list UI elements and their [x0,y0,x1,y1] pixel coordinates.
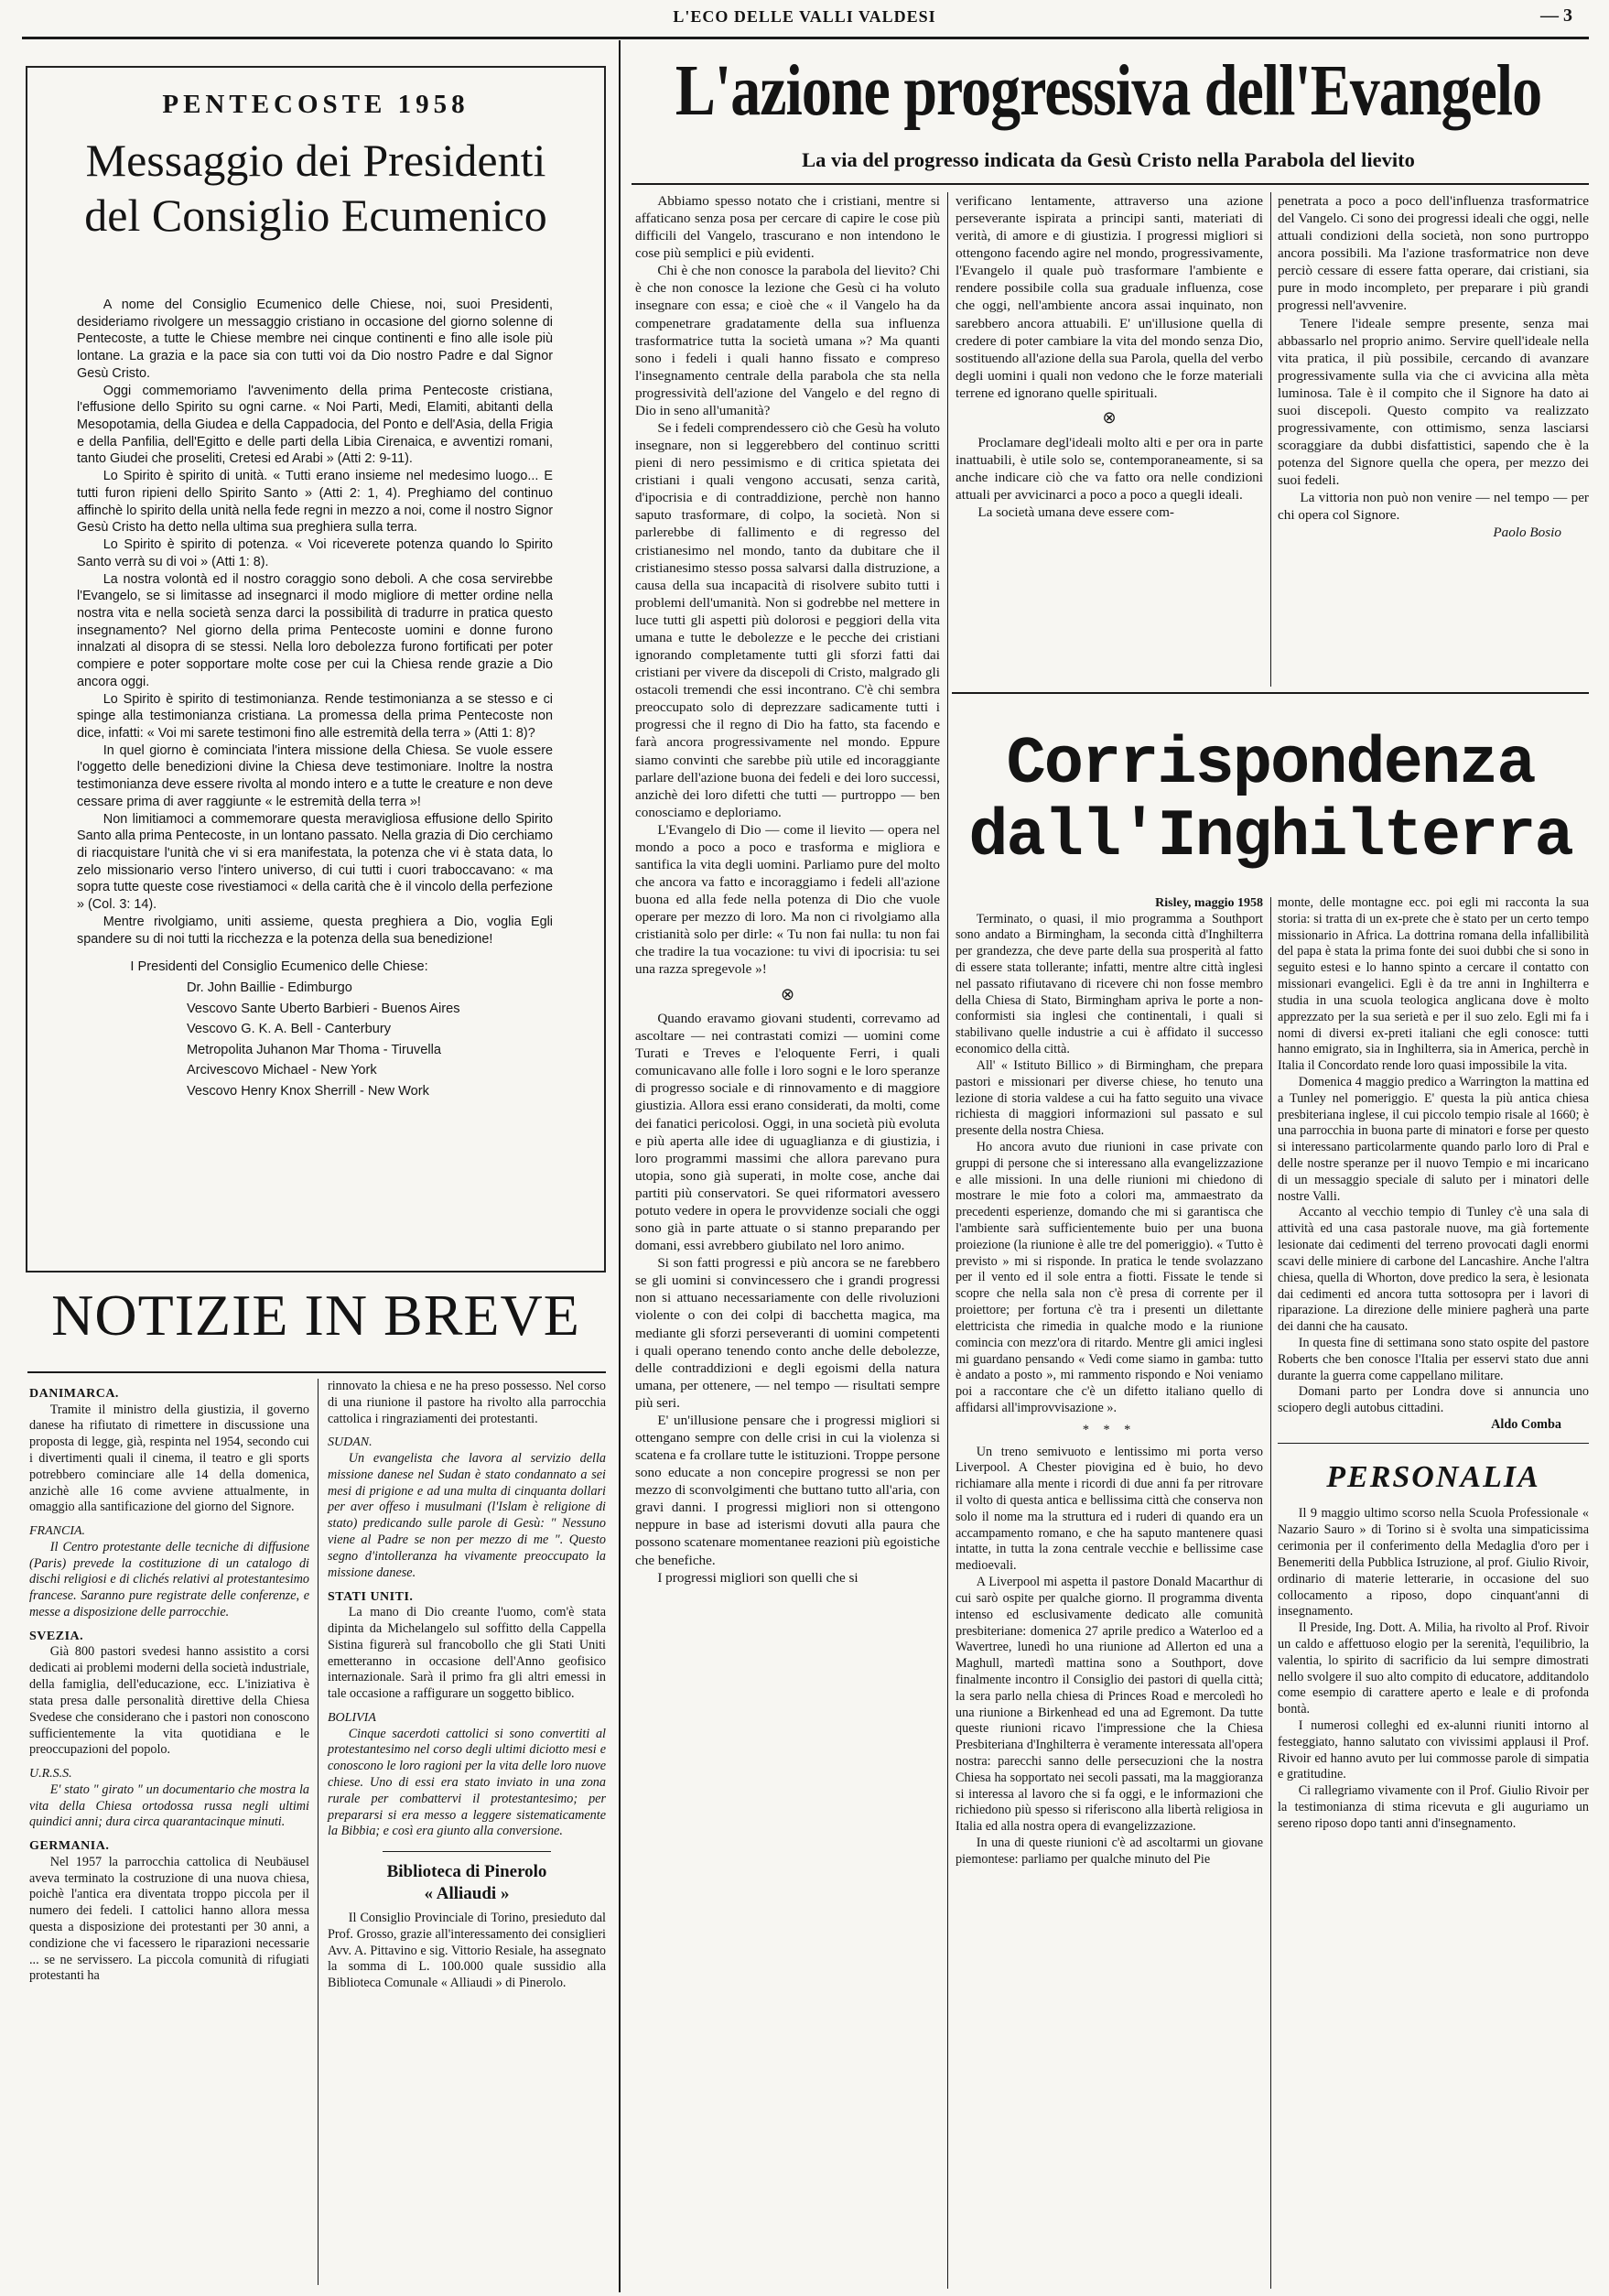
biblio-subtitle: « Alliaudi » [424,1884,510,1904]
news-head: FRANCIA. [29,1524,86,1539]
signatory: Vescovo Sante Uberto Barbieri - Buenos Aires [187,1001,460,1016]
pentecost-body [77,297,553,1102]
evangelo-author: Paolo Bosio [1493,525,1561,541]
pentecost-box [26,66,606,1273]
section-rule [952,692,1589,694]
news-head: U.R.S.S. [29,1767,72,1782]
pentecost-title-line2: del Consiglio Ecumenico [84,190,547,241]
masthead-rule [22,37,1589,39]
signatory: Metropolita Juhanon Mar Thoma - Tiruvella [187,1042,441,1057]
pentecost-paragraph: Mentre rivolgiamo, uniti assieme, questa preghiera a Dio, voglia Egli spandere su di noi tutti la ricchezza e la potenza della sua benedizione! [77,914,553,947]
evangelo-paragraph: verificano lentamente, attraverso una azione perseverante ispirata a principi santi, materiati di verità, di amore e di giustizia. I progressi migliori si ottengono facendo agire nel mondo, progressivamente, l'Evangelo il quale può trasformare l'ambiente e rendere possibile colla sua graduale influenza, cose che oggi, nell'ambiente ancora assai inquinato, non sarebbero ancora attuabili. E' un'illusione quella di credere di poter cambiare la vita del mondo senza Dio, sostituendo all'azione della sua Parola, quella del verbo degli uomini i quali non vedono che le forze materiali terrene ed ignorano quelle spirituali. [956,193,1263,401]
news-head: SVEZIA. [29,1629,84,1643]
notizie-title: NOTIZIE IN BREVE [51,1283,580,1348]
news-item: Cinque sacerdoti cattolici si sono convertiti al protestantesimo nel corso degli ultimi diciotto mesi e conoscono le loro ragioni per la vita delle loro nuove chiese. Uno di essi era stato inviato in una zona rurale per combattervi il protestantesimo; per prepararsi si era messo a leggere sistematicamente la Bibbia; e così era giunto alla conversione. [328,1726,606,1839]
evangelo-paragraph: Tenere l'ideale sempre presente, senza mai abbassarlo nel proprio animo. Servire quell'ideale nella vita pratica, il più possibile, cercando di avanzare progressivamente sulla via che ci avvicina alla mèta luminosa. Tale è il compito che il Signore ha dato ai suoi discepoli. Questo compito va realizzato progressivamente, con ottimismo, senza lasciarsi scoraggiare da dubbi disfattistici, sapendo che è la potenza del Signore quella che opera, per mezzo dei suoi fedeli. [1278,315,1589,489]
notizie-left-column [29,1379,309,1985]
evangelo-column-3 [1278,192,1589,542]
pentecost-paragraph: Oggi commemoriamo l'avvenimento della prima Pentecoste cristiana, l'effusione dello Spirito su ogni carne. « Noi Parti, Medi, Elamiti, abitanti della Mesopotamia, della Giudea e della Cappadocia, del Ponto e dell'Asia, della Frigia e della Panfilia, dell'Egitto e delle parti della Libia Cirenaica, e avventizi romani, tanto Giudei che proseliti, Cretesi ed Arabi » (Atti 2: 9-11). [77,383,553,467]
evangelo-paragraph: Quando eravamo giovani studenti, correvamo ad ascoltare — nei contrastati comizi — uomini come Turati e Treves e l'eloquente Ferri, i quali comunicavano alle folle i loro sogni e le loro speranze di progresso sociale e di rinnovamento e di maggiore giustizia. Allora essi erano considerati, da molti, come dei fanatici pericolosi. Oggi, in una società più evoluta e più aperta alle idee di uguaglianza e di giustizia, i loro programmi massimi che allora parevano pura utopia, sono già superati, in molte cose, anche dai partiti più conservatori. Se quei riformatori avessero potuto vedere in opera le provvidenze sociali che oggi sono già in parte attuate o si stanno preparando per domani, essi avrebbero giubilato nel loro animo. [635,1011,940,1254]
subtitle-rule [632,183,1589,185]
evangelo-paragraph: Se i fedeli comprendessero ciò che Gesù ha voluto insegnare, non si leggerebbero del continuo scritti pieni di nero pessimismo e di critica spietata dei cristiani i quali vengono accusati, senza carità, d'ipocrisia e di contraddizione, perchè non hanno saputo trasformare, di colpo, la società. Non si parlerebbe di fallimento e di regresso del cristianesimo nel mondo, tanto da dubitare che il cristianesimo stesso possa salvarsi dalla distruzione, a causa della sua incapacità di risolvere subito tutti i problemi dell'umanità. Non si godrebbe nel mettere in luce tutti gli aspetti più dolorosi e peggiori della vita umana e tutte le debolezze e le pecche dei cristiani ignorando completamente tutti gli sforzi fatti dai cristiani per vivere da discepoli di Cristo, malgrado gli ostacoli tremendi che essi incontrano. C'è chi sembra preoccupato solo di deprezzare sadicamente tutti i progressi che il regno di Dio ha fatto, sta facendo e farà ancora progressivamente nel mondo. Eppure siamo convinti che sarebbe più utile ed incoraggiante parlare dell'azione buona dei fedeli e dei loro successi, anzichè dei loro difetti che tutti — purtroppo — ben conosciamo e deploriamo. [635,420,940,820]
inghilterra-title-line2: dall'Inghilterra [968,799,1572,875]
evangelo-subtitle: La via del progresso indicata da Gesù Cristo nella Parabola del lievito [802,148,1415,171]
column-rule [1270,192,1271,687]
page-column-rule [619,40,621,2292]
page-number: — 3 [1540,5,1572,26]
pentecost-paragraph: La nostra volontà ed il nostro coraggio sono deboli. A che cosa servirebbe l'Evangelo, se si limitasse ad insegnarci il modo migliore di metter ordine nella nostra vita e nella società senza darci la possibilità di tradurre in pratica questo insegnamento? Nel giorno della prima Pentecoste uomini e donne furono innalzati al disopra di se stessi. Nella loro debolezza furono fortificati per poter compiere e poter sopportare molte cose per cui la Chiesa rende grazie a Dio ancora oggi. [77,571,553,689]
news-head: BOLIVIA [328,1710,376,1725]
news-item: Tramite il ministro della giustizia, il governo danese ha rifiutato di rimettere in discussione una proposta di legge, già, respinta nel 1954, secondo cui i divertimenti quali il cinema, il teatro e gli sports potrebbero cominciare alle 14 della domenica, anzichè alle 16 come avviene attualmente, in omaggio alla santificazione del giorno del Signore. [29,1402,309,1515]
pentecost-title [27,133,604,243]
ornament-icon: ⊗ [1102,407,1117,427]
evangelo-paragraph: Abbiamo spesso notato che i cristiani, mentre si affaticano senza posa per cercare di capire le cose più difficili del Vangelo, trascurano e non intendono le cose più semplici e più evidenti. [635,193,940,262]
inghilterra-paragraph: In questa fine di settimana sono stato ospite del pastore Roberts che ben conosce l'Italia per esservi stato due anni durante la guerra come cappellano militare. [1278,1335,1589,1383]
news-item: Un evangelista che lavora al servizio della missione danese nel Sudan è stato condannato a sei mesi di prigione e ad una multa di cinquanta dollari per aver offeso i musulmani (l'Islam è religione di stato) predicando sulle parole di Gesù: " Nessuno viene al Padre se non per mezzo di me ". Questo segno d'intolleranza ha vivamente preoccupato la missione danese. [328,1451,606,1580]
pentecost-title-line1: Messaggio dei Presidenti [85,135,546,186]
signatory-list [187,978,553,1102]
evangelo-paragraph: La società umana deve essere com- [977,504,1174,520]
pentecost-signoff: I Presidenti del Consiglio Ecumenico delle Chiese: [130,959,428,975]
divider [1278,1443,1589,1444]
inghilterra-paragraph: Accanto al vecchio tempio di Tunley c'è una sala di attività ed una casa pastorale nuove, ma già fortemente lesionate dai cedimenti del terreno provocati dagli enormi scavi delle miniere di carbone del Lancashire. Anche l'altra chiesa, quella di Whorton, dove predico la sera, è lesionata dai cedimenti ed ancora tutta sottosopra per i lavori di riparazione. La direzione delle miniere pagherà una parte dei danni che ha causato. [1278,1205,1589,1335]
notizie-right-column [328,1379,606,1992]
pentecost-paragraph: In quel giorno è cominciata l'intera missione della Chiesa. Se vuole essere l'oggetto delle benedizioni divine la Chiesa deve testimoniare. Inoltre la nostra testimonianza deve essere rivolta al mondo intero e a tutte le creature e non deve cessare prima di aver raggiunte « le estremità della terra »! [77,742,553,809]
inghilterra-paragraph: A Liverpool mi aspetta il pastore Donald Macarthur di cui sarò ospite per qualche giorno. Il programma diventa intenso ed esclusivamente dedicato alle comunità presbiteriane: domenica 27 aprile predico a Waterloo ed a Wavertree, lunedì ho una riunione ad Allerton ed una a Maghull, martedì mattina sono a Southport, dove finalmente incontro il Consiglio dei pastori di quella città; la sera parlo nella chiesa di Princes Road e mercoledì ho una riunione a Birkenhead ed una ad Egremont. Da tutte queste riunioni ricavo l'impressione che la Chiesa Presbiteriana d'Inghilterra è veramente interessata all'opera nostra: parecchi sanno delle persecuzioni che la nostra Chiesa ha sopportato nei secoli passati, ma la maggioranza si interessa al lavoro che si fa oggi, e le informazioni che richiedono più spesso si riferiscono alla libertà religiosa in Italia ed alla nostra opera di evangelizzazione. [956,1575,1263,1835]
inghilterra-title [952,729,1589,873]
news-item: rinnovato la chiesa e ne ha preso possesso. Nel corso di una riunione il pastore ha rivolto alla parrocchia cattolica i ringraziamenti dei protestanti. [328,1379,606,1426]
signatory: Dr. John Baillie - Edimburgo [187,980,352,995]
inghilterra-paragraph: monte, delle montagne ecc. poi egli mi racconta la sua storia: si tratta di un ex-prete che è stato per un certo tempo missionario in Africa. La dottrina romana della infallibilità del papa è stata la prima fonte dei suoi dubbi che si sono in seguito estesi e lo hanno spinto a cercare il contatto con missionari evangelici. Egli è da tre anni in Inghilterra e studia in una scuola teologica anglicana dove è molto apprezzato per la sua serietà e per il suo zelo. Egli mi fa i nomi di diversi ex-preti italiani che egli conosce: tutti hanno emigrato, sia in Inghilterra, sia in America, perchè in Italia il Concordato rende loro quasi impossibile la vita. [1278,895,1589,1074]
notizie-rule [27,1371,606,1373]
pentecost-paragraph: Non limitiamoci a commemorare questa meravigliosa effusione dello Spirito Santo alla prima Pentecoste, in un lontano passato. Nella grazia di Dio cerchiamo di riacquistare l'unità che vi si era manifestata, la potenza che vi è stata data, lo zelo missionario verso l'intero universo, di cui tutti i cuori traboccavano: « ma sopra tutte queste cose rivestiamoci « della carità che è il vincolo della perfezione » (Col. 3: 14). [77,811,553,913]
news-head: GERMANIA. [29,1839,110,1854]
inghilterra-paragraph: Domani parto per Londra dove si annuncia uno sciopero degli autobus cittadini. [1278,1384,1589,1416]
pentecost-paragraph: Lo Spirito è spirito di unità. « Tutti erano insieme nel medesimo luogo... E tutti furon ripieni dello Spirito Santo » (Atti 2: 1, 4). Preghiamo del continuo affinchè lo spirito della unità nella fede regni in mezzo a noi, come il nostro Signor Gesù Cristo ha detto nella ultima sua preghiera sulla terra. [77,469,553,536]
personalia-paragraph: Ci rallegriamo vivamente con il Prof. Giulio Rivoir per la testimonianza di stima ricevuta e gli auguriamo un sereno riposo dopo tanti anni d'insegnamento. [1278,1783,1589,1831]
pentecost-paragraph: Lo Spirito è spirito di testimonianza. Rende testimonianza a se stesso e ci spinge alla testimonianza cristiana. La promessa della prima Pentecoste non dice, infatti: « Voi mi sarete testimoni fino alle estremità della terra » (Atti 1: 8)? [77,691,553,741]
evangelo-paragraph: I progressi migliori son quelli che si [657,1569,858,1586]
news-head: DANIMARCA. [29,1387,119,1401]
signatory: Vescovo Henry Knox Sherrill - New Work [187,1083,429,1099]
evangelo-paragraph: penetrata a poco a poco dell'influenza trasformatrice del Vangelo. Ci sono dei progressi ideali che oggi, nelle attuali condizioni della società, non sono purtroppo ancora possibili. Ma l'azione trasformatrice non deve perciò cessare di essere fatta operare, dai cristiani, sia pure in modo incompleto, per preparare i più grandi progressi nell'avvenire. [1278,193,1589,314]
inghilterra-paragraph: In una di queste riunioni c'è ad ascoltarmi un giovane piemontese: parliamo per qualche minuto del Pie [956,1836,1263,1867]
inghilterra-paragraph: Ho ancora avuto due riunioni in case private con gruppi di persone che si interessano alla evangelizzazione e alle missioni. In una delle riunioni mi chiedono di mostrare le mie foto a colori ma, ammaestrato da precedenti esperienze, domando che mi si garantisca che l'ambiente sarà sufficientemente buio per una buona proiezione (la riunione è alle tre del pomeriggio). « Tutto è previsto » mi si risponde. In pratica le tende svolazzano per il vento ed il sole entra a fiotti. Fissate le tende si scopre che nella sala non c'è presa di corrente per il proiettore; per fortuna c'è tra i presenti un dilettante elettricista che rimedia in qualche modo e la riunione comincia con mezz'ora di ritardo. Mentre gli amici inglesi mi guardano pensando « Vedi come siamo in gamba: tutto è andato a posto », mi rammento rispondo e Noi veniamo poi a raccontare che c'è un difetto italiano quello di affidarsi all'improvvisazione ». [956,1139,1263,1415]
column-rule [1270,897,1271,2289]
personalia-paragraph: Il 9 maggio ultimo scorso nella Scuola Professionale « Nazario Sauro » di Torino si è svolta una simpaticissima cerimonia per il conferimento della Medaglia d'oro per i Benemeriti della Pubblica Istruzione, al prof. Giulio Rivoir, ordinario di materie letterarie, in occasione del suo collocamento a riposo, dopo cinquant'anni di insegnamento. [1278,1506,1589,1619]
pentecost-paragraph: Lo Spirito è spirito di potenza. « Voi riceverete potenza quando lo Spirito Santo verrà su di voi » (Atti 1: 8). [77,537,553,569]
news-item: Nel 1957 la parrocchia cattolica di Neubäusel aveva terminato la costruzione di una nuova chiesa, poichè l'antica era diventata troppo piccola per il numero dei fedeli. I cattolici hanno allora messa questa a disposizione dei protestanti per 30 anni, a condizione che vi facessero le riparazioni necessarie ... se ne servissero. La piccola comunità di rifugiati protestanti ha [29,1854,309,1984]
masthead [0,5,1609,38]
inghilterra-author: Aldo Comba [1491,1417,1561,1432]
news-item: Già 800 pastori svedesi hanno assistito a corsi dedicati ai problemi moderni della società industriale, della famiglia, dell'educazione, ecc. L'iniziativa è stata presa dalle personalità direttive della Chiesa Svedese che considerano che i pastori non conoscono sufficientemente la vita quotidiana e le preoccupazioni del popolo. [29,1644,309,1758]
inghilterra-column-1 [956,895,1263,1868]
evangelo-title: L'azione progressiva dell'Evangelo [675,50,1542,132]
divider [383,1851,551,1852]
news-item: Il Centro protestante delle tecniche di diffusione (Paris) prevede la costituzione di un catalogo di dischi religiosi e di clichés relativi al protestantesimo francese. Saranno pure registrate delle conferenze, e messe a disposizione delle parrocchie. [29,1539,309,1620]
evangelo-paragraph: Proclamare degl'ideali molto alti e per ora in parte inattuabili, è utile solo se, contemporaneamente, si sa anche indicare ciò che va fatto ora nelle condizioni attuali per avvicinarci a poco a poco a quegli ideali. [956,434,1263,503]
inghilterra-column-2 [1278,895,1589,1833]
pentecost-paragraph: A nome del Consiglio Ecumenico delle Chiese, noi, suoi Presidenti, desideriamo rivolgere un messaggio cristiano in occasione del giorno solenne di Pentecoste, a tutte le Chiese membre nei cinque continenti e fino alle isole più lontane. La grazia e la pace sia con tutti voi da Dio nostro Padre e dal Signor Gesù Cristo. [77,298,553,381]
news-head: SUDAN. [328,1435,373,1450]
news-head: STATI UNITI. [328,1589,414,1604]
inghilterra-paragraph: All' « Istituto Billico » di Birmingham, che prepara pastori e missionari per diverse chiese, ho tenuto una lezione di storia valdese a cui ha fatto seguito una vivace richiesta di maggiori informazioni sul passato e sul presente della nostra Chiesa. [956,1057,1263,1139]
column-rule [947,192,948,2289]
section-break: * * * [1082,1422,1137,1437]
inghilterra-paragraph: Domenica 4 maggio predico a Warrington la mattina ed a Tunley nel pomeriggio. E' questa la più antica chiesa presbiteriana inglese, il cui piccolo tempio risale al 1660; è una parrocchia in buona parte di minatori e forse per questo si interessano particolarmente quando parlo loro di Pral e delle nostre speranze per il nuovo Tempio e mi incaricano di un messaggio speciale di saluto per i minatori delle nostre Valli. [1278,1074,1589,1204]
inghilterra-paragraph: Terminato, o quasi, il mio programma a Southport sono andato a Birmingham, la seconda città d'Inghilterra per grandezza, che deve parte della sua prosperità al fatto di essere stata tollerante; infatti, mentre altre città inglesi nel passato rifiutavano di ricevere chi non fosse membro della Chiesa di Stato, Birmingham apriva le porte a non-conformisti sia inglesi che continentali, i quali si stabilivano quelle industrie a cui è affidato il successo economico della città. [956,911,1263,1057]
pentecost-kicker: PENTECOSTE 1958 [162,90,470,119]
biblio-text: Il Consiglio Provinciale di Torino, presieduto dal Prof. Grosso, grazie all'interessamento dei consiglieri Avv. A. Pittavino e sig. Vittorio Resiale, ha assegnato la somma di L. 100.000 quale sussidio alla Biblioteca Comunale « Alliaudi » di Pinerolo. [328,1910,606,1991]
evangelo-paragraph: L'Evangelo di Dio — come il lievito — opera nel mondo a poco a poco e trasforma e migliora e santifica la vita degli uomini. Parliamo pure del molto che ancora va fatto e incoraggiamo i fedeli all'azione buona ed alla fede nella potenza di Dio che vuole operare per mezzo di loro. Ma non ci rivolgiamo alla cristianità solo per dirle: « Tu non fai nulla: tu non fai che tradire la tua vocazione: tu vivi di ipocrisia: tu sei una razza spregevole »! [635,821,940,978]
dateline: Risley, maggio 1958 [1155,896,1263,910]
evangelo-paragraph: Chi è che non conosce la parabola del lievito? Chi è che non conosce la lezione che Gesù ci ha voluto insegnare con essa; e cioè che « il Vangelo ha da compenetrare gradatamente della sua influenza trasformatrice tutta la società umana »? Ma quanti sono i fedeli i quali hanno fissato e compreso l'insegnamento centrale della parabola che sta nella progressività dell'azione del Vangelo e del regno di Dio in seno all'umanità? [635,263,940,418]
ornament-icon: ⊗ [780,984,795,1003]
evangelo-paragraph: E' un'illusione pensare che i progressi migliori si ottengano sempre con delle crisi in cui la violenza si scatena e fa crollare tutte le istituzioni. Troppe persone sono educate a non concepire progressi se non per mezzo di sconvolgimenti che buttano tutto all'aria, con gravi danni. I progressi migliori non si ottengono neppure in base ad isterismi dovuti alla paura che possono scatenare momentanee reazioni più egoistiche che benefiche. [635,1412,940,1568]
signatory: Arcivescovo Michael - New York [187,1063,377,1078]
biblio-title: Biblioteca di Pinerolo [386,1862,547,1882]
news-item: La mano di Dio creante l'uomo, com'è stata dipinta da Michelangelo sul soffitto della Cappella Sistina figurerà sul francobollo che gli Stati Uniti emetteranno in occasione dell'Anno geofisico internazionale. Sarà il primo fra gli altri emessi in tale occasione a raffigurare un soggetto biblico. [328,1605,606,1702]
personalia-paragraph: Il Preside, Ing. Dott. A. Milia, ha rivolto al Prof. Rivoir un caldo e affettuoso elogio per la serenità, l'equilibrio, la valentia, lo spirito di sacrificio da lui sempre dimostrati nello svolgere il suo alto compito di educatore, additandolo come esempio di carattere aperto e leale e di profonda bontà. [1278,1620,1589,1717]
inghilterra-paragraph: Un treno semivuoto e lentissimo mi porta verso Liverpool. A Chester piovigina ed è buio, ho devo richiamare alla mente i ricordi di due anni fa per ritrovare il volto di questa antica e bellissima città che conserva non solo il nome ma la struttura ed i ruderi di quando era un accampamento romano, e che ha saputo mantenere quasi intatte, in tutta la zona centrale vecchie e bellissime case medioevali. [956,1444,1263,1574]
evangelo-column-2 [956,192,1263,521]
evangelo-column-1 [635,192,940,1587]
signatory: Vescovo G. K. A. Bell - Canterbury [187,1022,392,1037]
inghilterra-title-line1: Corrispondenza [1006,727,1535,802]
personalia-paragraph: I numerosi colleghi ed ex-alunni riuniti intorno al festeggiato, hanno salutato con vivissimi applausi il Prof. Rivoir ed hanno avuto per lui commosse parole di simpatia e gratitudine. [1278,1718,1589,1782]
evangelo-paragraph: Si son fatti progressi e più ancora se ne farebbero se gli uomini si convincessero che i grandi progressi non si attuano necessariamente con delle rivoluzioni violente o con dei colpi di bacchetta magica, ma mediante gli sforzi perseveranti di uomini competenti i quali operano tenendo conto anche delle debolezze, delle contraddizioni e degli egoismi della natura umana, per ottenere, — nel tempo — risultati sempre più seri. [635,1255,940,1411]
paper-name: L'ECO DELLE VALLI VALDESI [673,7,936,26]
news-item: E' stato " girato " un documentario che mostra la vita della Chiesa ortodossa russa negli ultimi quindici anni; dura circa quarantacinque minuti. [29,1782,309,1830]
evangelo-paragraph: La vittoria non può non venire — nel tempo — per chi opera col Signore. [1278,490,1589,524]
personalia-title: PERSONALIA [1326,1459,1540,1494]
column-rule [318,1379,319,2285]
